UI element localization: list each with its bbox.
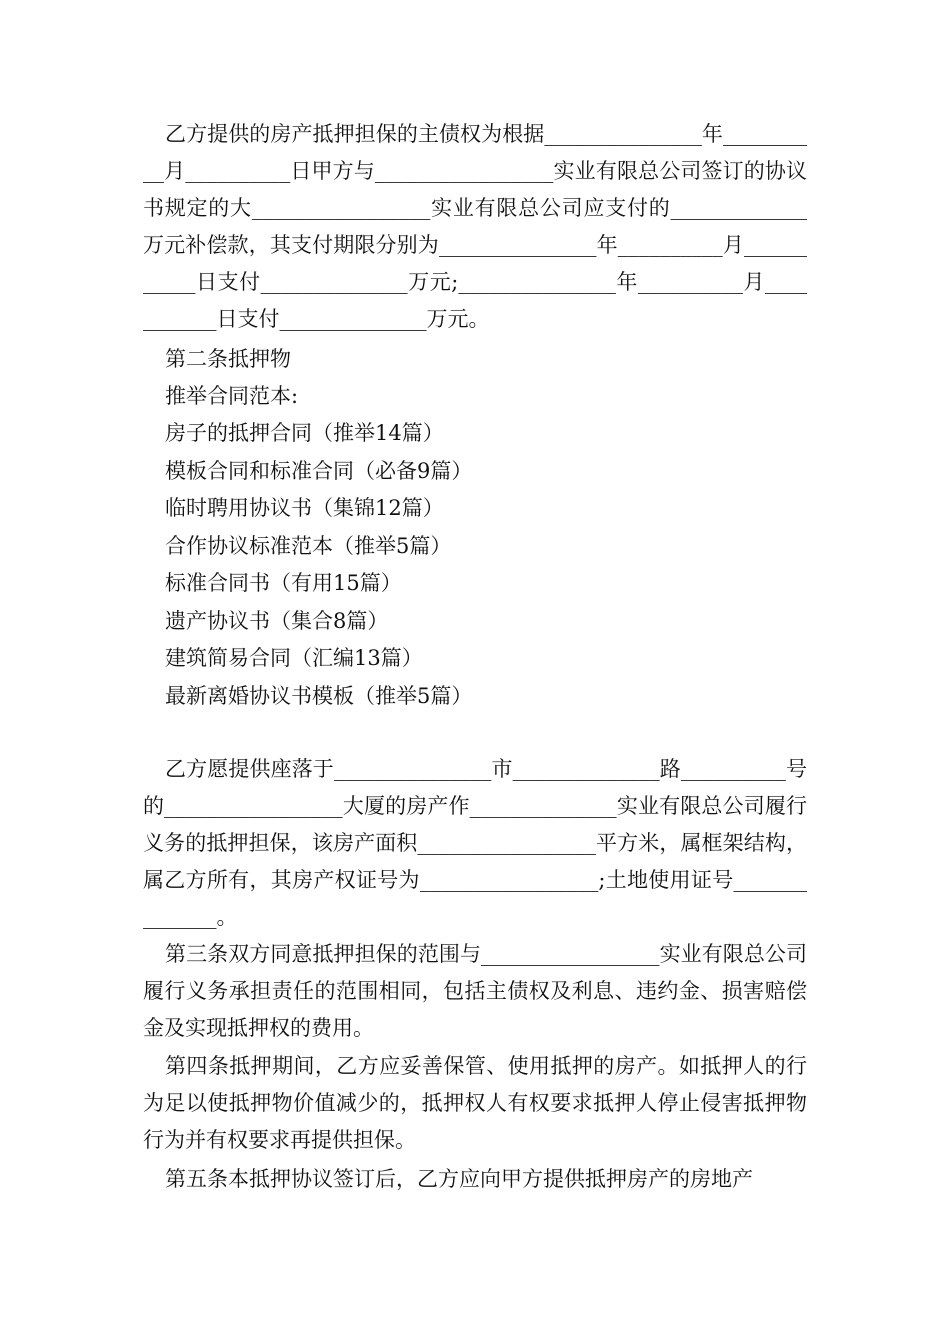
recommended-link-7[interactable]: 建筑简易合同（汇编13篇） <box>165 646 423 670</box>
recommend-heading: 推举合同范本: <box>165 384 299 408</box>
recommended-link-1[interactable]: 房子的抵押合同（推举14篇） <box>165 421 444 445</box>
recommended-link-4[interactable]: 合作协议标准范本（推举5篇） <box>165 533 452 558</box>
paragraph-article-5: 第五条本抵押协议签订后，乙方应向甲方提供抵押房产的房地产 <box>165 1167 753 1191</box>
paragraph-article-3: 第三条双方同意抵押担保的范围与_________________实业有限总公司履行义务承担责任的范围相同，包括主债权及利息、违约金、损害赔偿金及实现抵押权的费用。 <box>143 942 807 1040</box>
recommended-link-8[interactable]: 最新离婚协议书模板（推举5篇） <box>165 683 473 708</box>
recommended-template-list <box>165 415 805 715</box>
recommended-link-5[interactable]: 标准合同书（有用15篇） <box>165 571 402 595</box>
article-2-heading: 第二条抵押物 <box>165 347 291 371</box>
paragraph-article-4: 第四条抵押期间，乙方应妥善保管、使用抵押的房产。如抵押人的行为足以使抵押物价值减少的，抵押权人有权要求抵押人停止侵害抵押物行为并有权要求再提供担保。 <box>143 1054 807 1152</box>
paragraph-property-description: 乙方愿提供座落于_______________市______________路__________号的_________________大厦的房产作______________实业有限总公司履行义务的抵押担保，该房产面积_________________平方米，属框架结构，属乙方所有，其房产权证号为_________________;土地使用证号______________。 <box>143 757 807 929</box>
recommended-link-3[interactable]: 临时聘用协议书（集锦12篇） <box>165 496 444 520</box>
recommended-link-6[interactable]: 遗产协议书（集合8篇） <box>165 608 389 633</box>
recommended-link-2[interactable]: 模板合同和标准合同（必备9篇） <box>165 458 473 483</box>
paragraph-main-debt: 乙方提供的房产抵押担保的主债权为根据_______________年__________月__________日甲方与_________________实业有限总公司签订的协议书规定的大_________________实业有限总公司应支付的_____________万元补偿款，其支付期限分别为_______________年__________月___________日支付______________万元;_______________年__________月___________日支付______________万元。 <box>143 122 807 331</box>
